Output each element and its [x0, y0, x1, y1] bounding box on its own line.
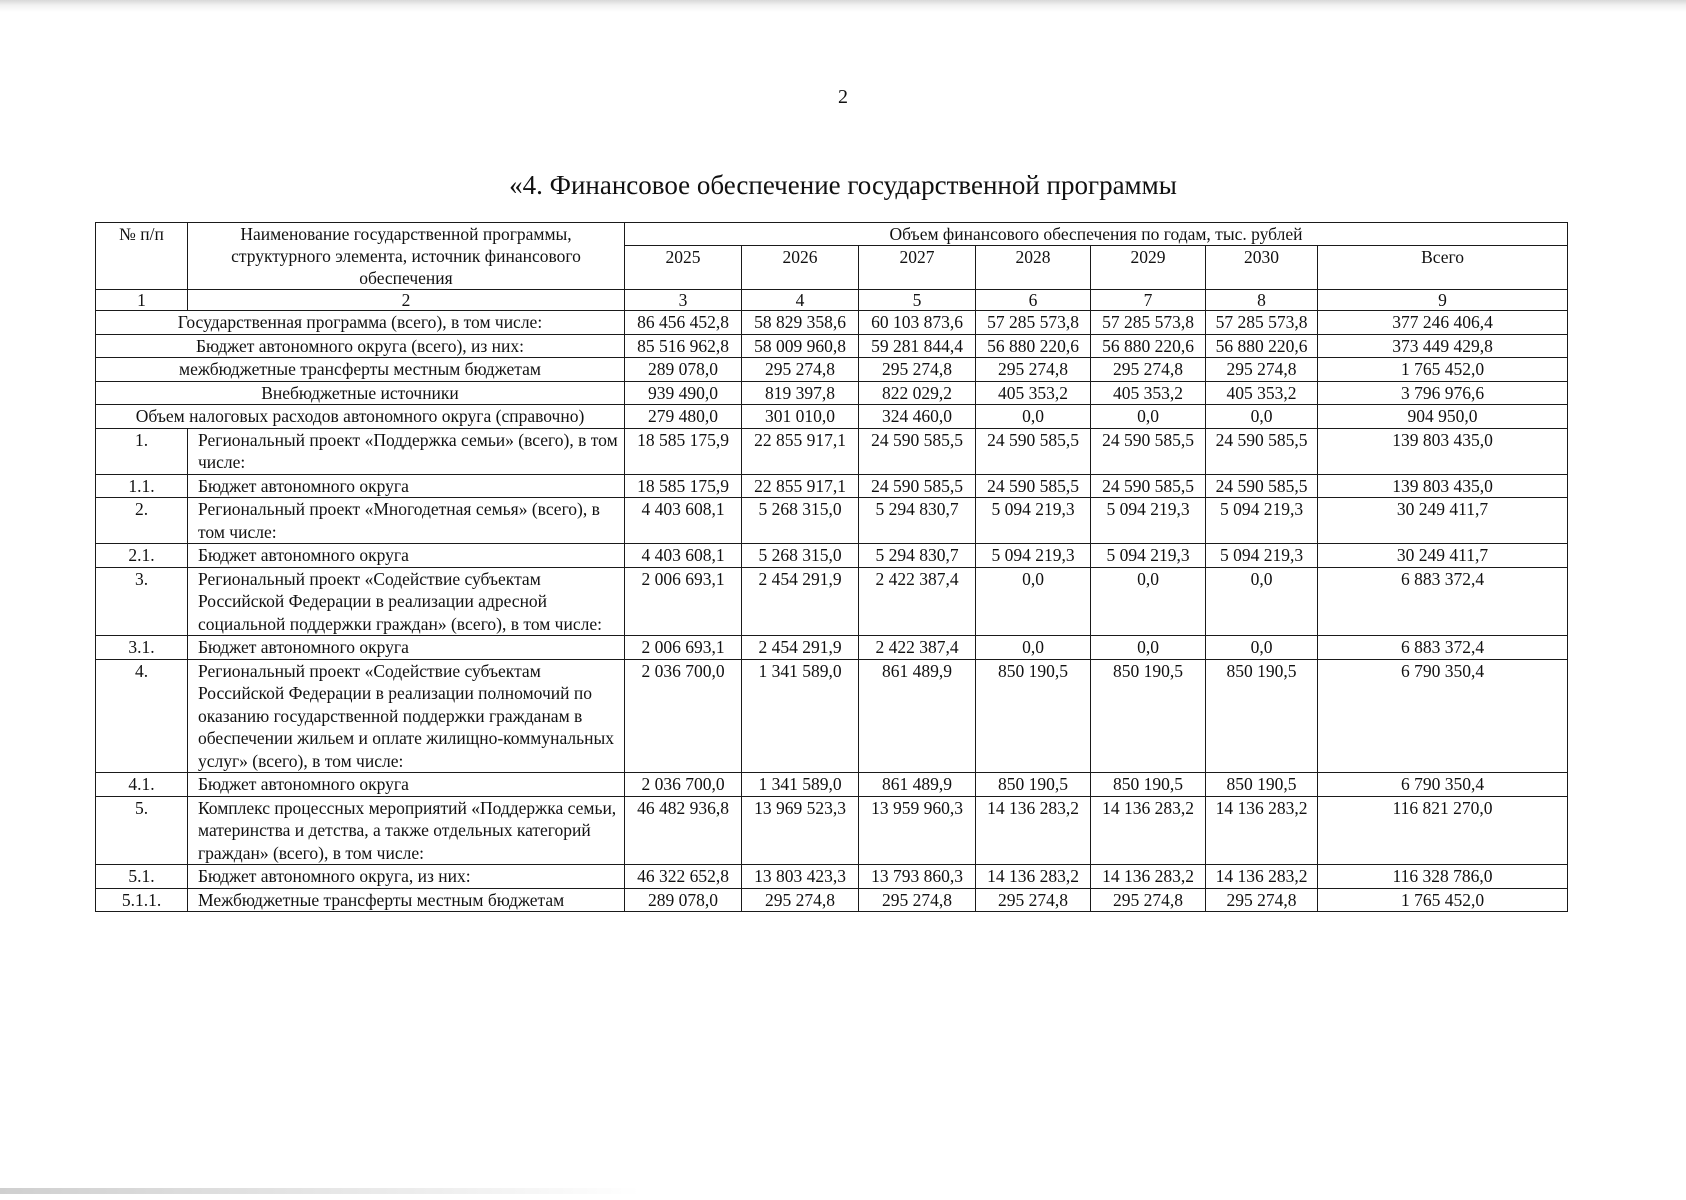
row-value: 60 103 873,6 [859, 311, 976, 335]
row-name: Бюджет автономного округа [188, 773, 625, 797]
row-value: 295 274,8 [976, 358, 1091, 382]
row-value: 24 590 585,5 [859, 428, 976, 474]
table-row [96, 796, 1568, 865]
row-value: 0,0 [976, 405, 1091, 429]
row-value: 5 094 219,3 [1206, 544, 1318, 568]
header-total: Всего [1318, 246, 1568, 290]
row-value: 861 489,9 [859, 773, 976, 797]
row-value: 56 880 220,6 [1206, 334, 1318, 358]
column-index: 1 [96, 290, 188, 311]
row-value: 850 190,5 [1206, 659, 1318, 773]
row-value: 5 094 219,3 [976, 498, 1091, 544]
table-row [96, 428, 1568, 474]
row-value: 295 274,8 [742, 888, 859, 912]
row-value: 5 094 219,3 [1091, 498, 1206, 544]
row-value: 58 829 358,6 [742, 311, 859, 335]
row-value: 24 590 585,5 [976, 428, 1091, 474]
header-row-1 [96, 223, 1568, 246]
table-row [96, 358, 1568, 382]
column-index: 4 [742, 290, 859, 311]
row-number: 2. [96, 498, 188, 544]
row-name: Комплекс процессных мероприятий «Поддержка семьи, материнства и детства, а также отдельных категорий граждан» (всего), в том числе: [188, 796, 625, 865]
header-year: 2028 [976, 246, 1091, 290]
row-total: 6 883 372,4 [1318, 567, 1568, 636]
row-number: 1.1. [96, 474, 188, 498]
row-value: 18 585 175,9 [625, 474, 742, 498]
row-name: Бюджет автономного округа, из них: [188, 865, 625, 889]
table-row [96, 334, 1568, 358]
table-row [96, 405, 1568, 429]
row-value: 0,0 [1206, 567, 1318, 636]
row-value: 24 590 585,5 [976, 474, 1091, 498]
row-value: 14 136 283,2 [976, 865, 1091, 889]
row-value: 14 136 283,2 [1091, 865, 1206, 889]
row-value: 57 285 573,8 [1206, 311, 1318, 335]
row-name: Бюджет автономного округа [188, 544, 625, 568]
row-value: 0,0 [1091, 405, 1206, 429]
row-value: 2 036 700,0 [625, 659, 742, 773]
row-value: 850 190,5 [976, 659, 1091, 773]
column-index: 2 [188, 290, 625, 311]
row-value: 850 190,5 [976, 773, 1091, 797]
table-row [96, 474, 1568, 498]
column-index: 7 [1091, 290, 1206, 311]
column-index: 3 [625, 290, 742, 311]
table-row [96, 865, 1568, 889]
row-value: 57 285 573,8 [976, 311, 1091, 335]
row-value: 5 094 219,3 [976, 544, 1091, 568]
row-value: 405 353,2 [1091, 381, 1206, 405]
row-total: 377 246 406,4 [1318, 311, 1568, 335]
row-value: 24 590 585,5 [1206, 474, 1318, 498]
row-value: 4 403 608,1 [625, 544, 742, 568]
row-total: 6 883 372,4 [1318, 636, 1568, 660]
row-value: 819 397,8 [742, 381, 859, 405]
table-body [96, 290, 1568, 912]
row-total: 904 950,0 [1318, 405, 1568, 429]
row-value: 295 274,8 [976, 888, 1091, 912]
table-row [96, 888, 1568, 912]
row-value: 18 585 175,9 [625, 428, 742, 474]
row-number: 5.1.1. [96, 888, 188, 912]
row-number: 3. [96, 567, 188, 636]
row-number: 3.1. [96, 636, 188, 660]
row-name: Региональный проект «Содействие субъектам Российской Федерации в реализации адресной социальной поддержки граждан» (всего), в том числе: [188, 567, 625, 636]
row-number: 4.1. [96, 773, 188, 797]
row-value: 24 590 585,5 [859, 474, 976, 498]
row-total: 6 790 350,4 [1318, 773, 1568, 797]
row-value: 14 136 283,2 [1206, 865, 1318, 889]
row-label: Объем налоговых расходов автономного округа (справочно) [96, 405, 625, 429]
row-total: 30 249 411,7 [1318, 498, 1568, 544]
row-number: 2.1. [96, 544, 188, 568]
row-value: 13 803 423,3 [742, 865, 859, 889]
row-value: 850 190,5 [1206, 773, 1318, 797]
header-name: Наименование государственной программы, структурного элемента, источник финансового обеспечения [188, 223, 625, 290]
row-value: 56 880 220,6 [976, 334, 1091, 358]
row-total: 373 449 429,8 [1318, 334, 1568, 358]
row-total: 116 821 270,0 [1318, 796, 1568, 865]
row-name: Бюджет автономного округа [188, 474, 625, 498]
row-total: 1 765 452,0 [1318, 358, 1568, 382]
row-number: 1. [96, 428, 188, 474]
row-total: 1 765 452,0 [1318, 888, 1568, 912]
row-value: 13 793 860,3 [859, 865, 976, 889]
header-group: Объем финансового обеспечения по годам, тыс. рублей [625, 223, 1568, 246]
row-value: 24 590 585,5 [1091, 428, 1206, 474]
row-total: 139 803 435,0 [1318, 428, 1568, 474]
row-value: 861 489,9 [859, 659, 976, 773]
row-value: 85 516 962,8 [625, 334, 742, 358]
column-index: 8 [1206, 290, 1318, 311]
row-value: 86 456 452,8 [625, 311, 742, 335]
row-value: 24 590 585,5 [1206, 428, 1318, 474]
row-value: 2 006 693,1 [625, 636, 742, 660]
column-index: 6 [976, 290, 1091, 311]
row-value: 59 281 844,4 [859, 334, 976, 358]
row-value: 0,0 [1206, 405, 1318, 429]
row-value: 822 029,2 [859, 381, 976, 405]
row-value: 850 190,5 [1091, 773, 1206, 797]
section-title: «4. Финансовое обеспечение государственной программы [509, 170, 1177, 200]
header-year: 2025 [625, 246, 742, 290]
row-label: Бюджет автономного округа (всего), из них: [96, 334, 625, 358]
column-index-row [96, 290, 1568, 311]
row-value: 1 341 589,0 [742, 773, 859, 797]
row-value: 1 341 589,0 [742, 659, 859, 773]
row-number: 5. [96, 796, 188, 865]
table-row [96, 636, 1568, 660]
table-row [96, 773, 1568, 797]
row-value: 56 880 220,6 [1091, 334, 1206, 358]
row-total: 139 803 435,0 [1318, 474, 1568, 498]
row-total: 6 790 350,4 [1318, 659, 1568, 773]
row-value: 5 094 219,3 [1091, 544, 1206, 568]
row-value: 4 403 608,1 [625, 498, 742, 544]
row-value: 46 322 652,8 [625, 865, 742, 889]
table-row [96, 659, 1568, 773]
row-value: 2 454 291,9 [742, 567, 859, 636]
table-row [96, 311, 1568, 335]
row-value: 0,0 [1091, 567, 1206, 636]
header-year: 2026 [742, 246, 859, 290]
row-value: 0,0 [976, 636, 1091, 660]
header-year: 2030 [1206, 246, 1318, 290]
row-value: 939 490,0 [625, 381, 742, 405]
row-value: 46 482 936,8 [625, 796, 742, 865]
row-value: 14 136 283,2 [976, 796, 1091, 865]
row-value: 0,0 [1206, 636, 1318, 660]
table-row [96, 567, 1568, 636]
row-name: Региональный проект «Многодетная семья» (всего), в том числе: [188, 498, 625, 544]
row-value: 22 855 917,1 [742, 428, 859, 474]
row-name: Бюджет автономного округа [188, 636, 625, 660]
row-value: 405 353,2 [1206, 381, 1318, 405]
table-row [96, 544, 1568, 568]
row-value: 13 969 523,3 [742, 796, 859, 865]
column-index: 9 [1318, 290, 1568, 311]
row-value: 24 590 585,5 [1091, 474, 1206, 498]
financing-table [95, 222, 1568, 912]
row-name: Межбюджетные трансферты местным бюджетам [188, 888, 625, 912]
row-value: 295 274,8 [1091, 888, 1206, 912]
header-year: 2029 [1091, 246, 1206, 290]
row-value: 295 274,8 [859, 358, 976, 382]
header-num: № п/п [96, 223, 188, 290]
row-name: Региональный проект «Поддержка семьи» (всего), в том числе: [188, 428, 625, 474]
row-value: 13 959 960,3 [859, 796, 976, 865]
row-value: 405 353,2 [976, 381, 1091, 405]
row-value: 301 010,0 [742, 405, 859, 429]
row-value: 57 285 573,8 [1091, 311, 1206, 335]
row-value: 2 006 693,1 [625, 567, 742, 636]
row-value: 295 274,8 [859, 888, 976, 912]
row-value: 0,0 [976, 567, 1091, 636]
row-value: 295 274,8 [1206, 358, 1318, 382]
column-index: 5 [859, 290, 976, 311]
row-value: 22 855 917,1 [742, 474, 859, 498]
scan-edge-bottom [0, 1188, 640, 1194]
row-value: 289 078,0 [625, 888, 742, 912]
row-value: 2 036 700,0 [625, 773, 742, 797]
row-total: 116 328 786,0 [1318, 865, 1568, 889]
row-value: 850 190,5 [1091, 659, 1206, 773]
row-value: 14 136 283,2 [1091, 796, 1206, 865]
row-value: 295 274,8 [742, 358, 859, 382]
row-label: межбюджетные трансферты местным бюджетам [96, 358, 625, 382]
scan-edge-top [0, 0, 1686, 12]
row-value: 14 136 283,2 [1206, 796, 1318, 865]
header-year: 2027 [859, 246, 976, 290]
row-number: 5.1. [96, 865, 188, 889]
row-value: 5 294 830,7 [859, 498, 976, 544]
row-name: Региональный проект «Содействие субъектам Российской Федерации в реализации полномочий по оказанию государственной поддержки гражданам в обеспечении жильем и оплате жилищно-коммунальных услуг» (всего), в том числе: [188, 659, 625, 773]
row-value: 5 268 315,0 [742, 544, 859, 568]
row-value: 0,0 [1091, 636, 1206, 660]
row-value: 279 480,0 [625, 405, 742, 429]
row-value: 2 454 291,9 [742, 636, 859, 660]
row-value: 295 274,8 [1091, 358, 1206, 382]
row-total: 3 796 976,6 [1318, 381, 1568, 405]
row-label: Государственная программа (всего), в том числе: [96, 311, 625, 335]
row-value: 295 274,8 [1206, 888, 1318, 912]
row-value: 324 460,0 [859, 405, 976, 429]
row-value: 5 294 830,7 [859, 544, 976, 568]
row-value: 5 094 219,3 [1206, 498, 1318, 544]
table-row [96, 381, 1568, 405]
page-number: 2 [838, 86, 848, 108]
table-row [96, 498, 1568, 544]
row-value: 2 422 387,4 [859, 567, 976, 636]
row-total: 30 249 411,7 [1318, 544, 1568, 568]
row-value: 58 009 960,8 [742, 334, 859, 358]
row-value: 289 078,0 [625, 358, 742, 382]
row-number: 4. [96, 659, 188, 773]
row-value: 5 268 315,0 [742, 498, 859, 544]
row-label: Внебюджетные источники [96, 381, 625, 405]
row-value: 2 422 387,4 [859, 636, 976, 660]
